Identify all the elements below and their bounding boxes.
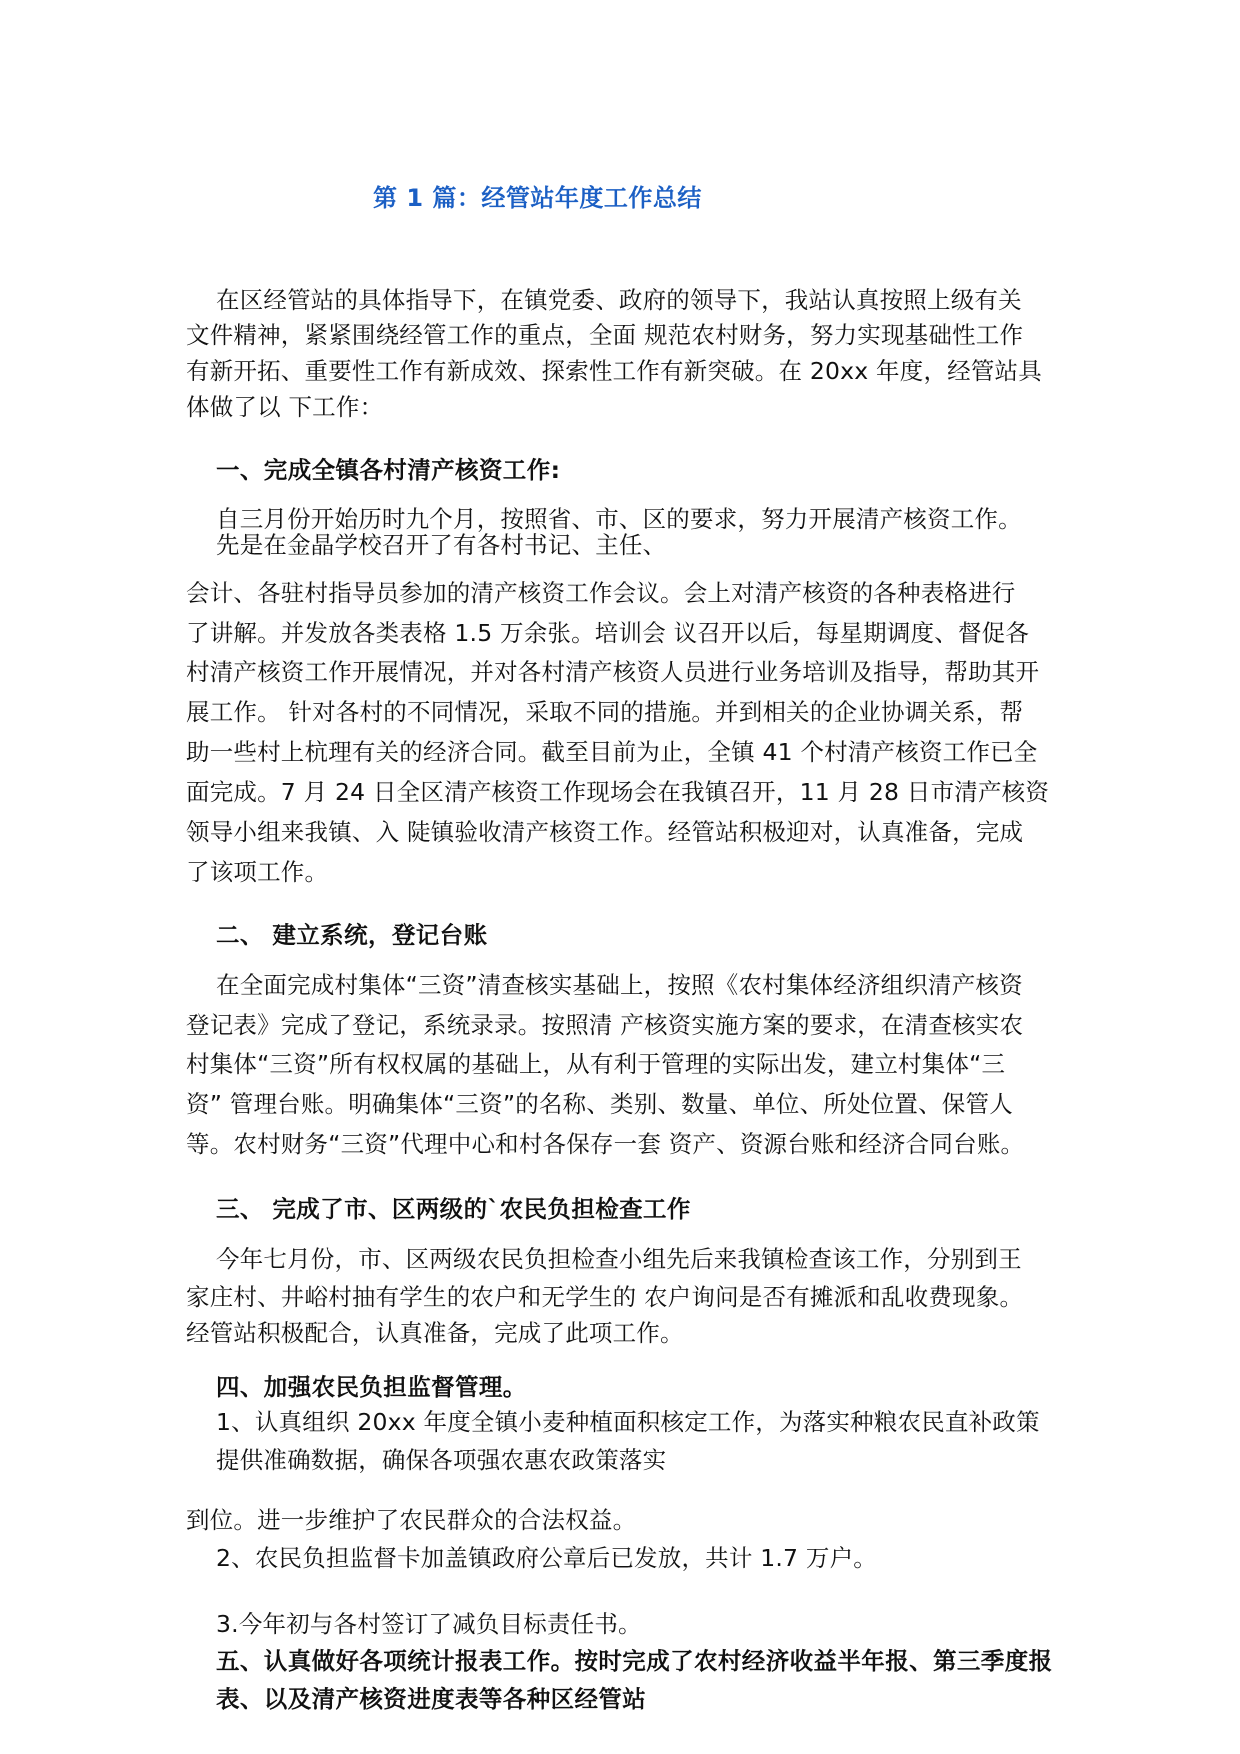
section-heading: 三、 完成了市、区两级的`农民负担检查工作 [216,1195,691,1223]
text-line: 了讲解。并发放各类表格 1.5 万余张。培训会 议召开以后，每星期调度、督促各 [186,619,1030,647]
text-line: 体做了以 下工作： [186,393,384,421]
text-line: 在全面完成村集体“三资”清查核实基础上，按照《农村集体经济组织清产核资 [216,971,1023,999]
text-line: 2、农民负担监督卡加盖镇政府公章后已发放，共计 1.7 万户。 [216,1544,877,1572]
text-line: 家庄村、井峪村抽有学生的农户和无学生的 农户询问是否有摊派和乱收费现象。 [186,1283,1024,1311]
text-line: 等。农村财务“三资”代理中心和村各保存一套 资产、资源台账和经济合同台账。 [186,1130,1025,1158]
text-line: 有新开拓、重要性工作有新成效、探索性工作有新突破。在 20xx 年度，经管站具 [186,357,1042,385]
section-heading: 五、认真做好各项统计报表工作。按时完成了农村经济收益半年报、第三季度报 [216,1647,1053,1675]
text-line: 登记表》完成了登记，系统录录。按照清 产核资实施方案的要求，在清查核实农 [186,1011,1024,1039]
text-line: 今年七月份，市、区两级农民负担检查小组先后来我镇检查该工作，分别到王 [216,1245,1022,1273]
text-line: 1、认真组织 20xx 年度全镇小麦种植面积核定工作，为落实种粮农民直补政策 [216,1408,1040,1436]
text-line: 资” 管理台账。明确集体“三资”的名称、类别、数量、单位、所处位置、保管人 [186,1090,1013,1118]
section-heading: 一、完成全镇各村清产核资工作: [216,456,561,484]
section-heading: 二、 建立系统，登记台账 [216,921,488,949]
text-line: 在区经管站的具体指导下，在镇党委、政府的领导下，我站认真按照上级有关 [216,286,1022,314]
text-line: 领导小组来我镇、入 陡镇验收清产核资工作。经管站积极迎对，认真准备，完成 [186,818,1024,846]
text-line: 了该项工作。 [186,858,329,886]
text-line: 村集体“三资”所有权权属的基础上，从有利于管理的实际出发，建立村集体“三 [186,1050,1006,1078]
text-line: 面完成。7 月 24 日全区清产核资工作现场会在我镇召开，11 月 28 日市清产核资 [186,778,1050,806]
text-line: 文件精神，紧紧围绕经管工作的重点，全面 规范农村财务，努力实现基础性工作 [186,321,1024,349]
document-title: 第 1 篇：经管站年度工作总结 [373,184,702,212]
text-line: 村清产核资工作开展情况，并对各村清产核资人员进行业务培训及指导，帮助其开 [186,658,1040,686]
text-line: 自三月份开始历时九个月，按照省、市、区的要求，努力开展清产核资工作。 [216,505,1022,533]
text-line: 到位。进一步维护了农民群众的合法权益。 [186,1506,637,1534]
section-heading: 四、加强农民负担监督管理。 [216,1373,527,1401]
text-line: 先是在金晶学校召开了有各村书记、主任、 [216,531,667,559]
text-line: 助一些村上杭理有关的经济合同。截至目前为止，全镇 41 个村清产核资工作已全 [186,738,1038,766]
text-line: 3.今年初与各村签订了减负目标责任书。 [216,1610,642,1638]
text-line: 提供准确数据，确保各项强农惠农政策落实 [216,1446,667,1474]
text-line: 表、以及清产核资进度表等各种区经管站 [216,1685,647,1713]
text-line: 经管站积极配合，认真准备，完成了此项工作。 [186,1319,684,1347]
text-line: 会计、各驻村指导员参加的清产核资工作会议。会上对清产核资的各种表格进行 [186,579,1016,607]
text-line: 展工作。 针对各村的不同情况，采取不同的措施。并到相关的企业协调关系，帮 [186,698,1024,726]
